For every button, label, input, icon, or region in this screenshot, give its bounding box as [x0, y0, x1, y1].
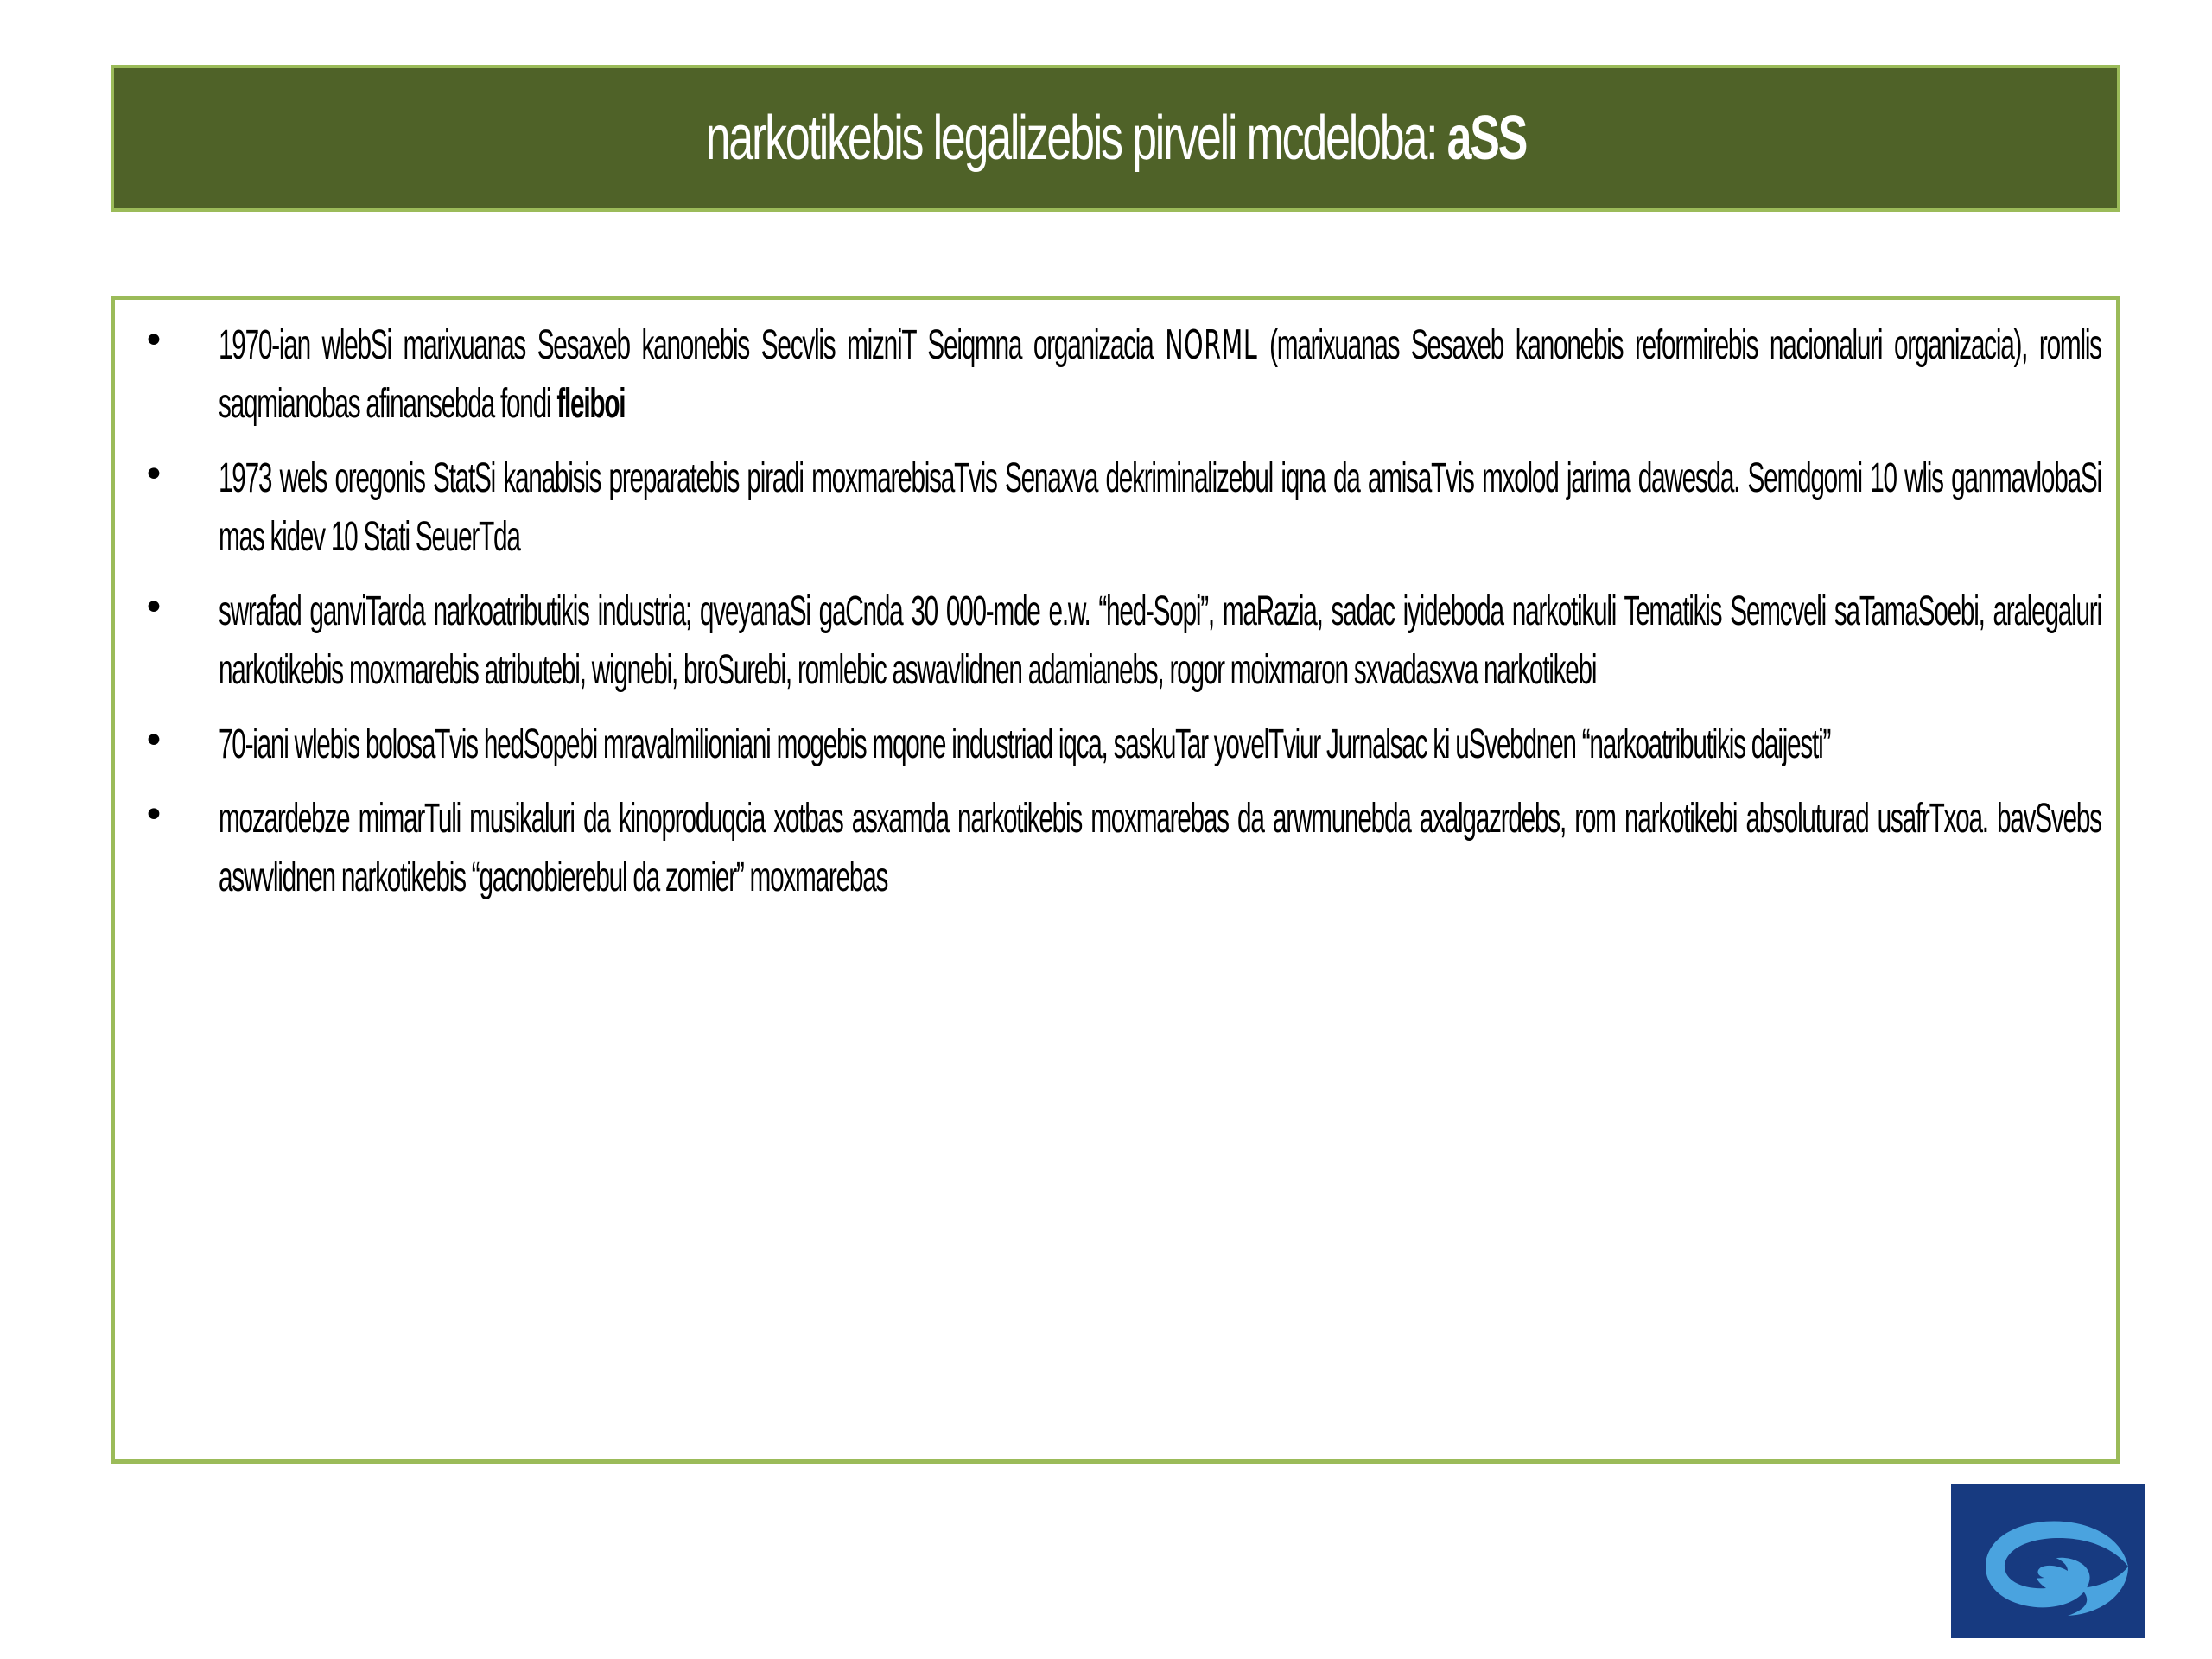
bullet-item-4	[115, 715, 2116, 774]
swirl-logo-icon	[1951, 1484, 2145, 1638]
bullet-item-5	[115, 790, 2116, 907]
slide-title-main: narkotikebis legalizebis pirveli mcdeloba:	[705, 104, 1436, 173]
bullet-item-1	[115, 315, 2116, 434]
bullet-text: mozardebze mimarTuli musikaluri da kinoproduqcia xotbas asxamda narkotikebis moxmarebas da arwmunebda axalgazrdebs, rom narkotikebi absoluturad usafrTxoa. bavSvebs aswvlidnen narkotikebis “gacnobierebul da zomier” moxmarebas	[219, 796, 2101, 900]
bullet-item-2	[115, 449, 2116, 567]
bullet-dot: •	[143, 793, 165, 837]
bullet-text: 70-iani wlebis bolosaTvis hedSopebi mravalmilioniani mogebis mqone industriad iqca, saskuTar yovelTviur Jurnalsac ki uSvebdnen “narkoatributikis daijesti”	[219, 721, 1831, 767]
bullet-dot: •	[143, 586, 165, 630]
bullet-1-bold: fleiboi	[556, 381, 626, 427]
bullet-dot: •	[143, 453, 165, 497]
bullet-list	[115, 315, 2116, 923]
bullet-text: 1973 wels oregonis StatSi kanabisis preparatebis piradi moxmarebisaTvis Senaxva dekriminalizebul iqna da amisaTvis mxolod jarima dawesda. Semdgomi 10 wlis ganmavlobaSi mas kidev 10 Stati SeuerTda	[219, 455, 2101, 560]
slide-title-bar	[111, 65, 2120, 212]
bullet-1-post: (marixuanas Sesaxeb kanonebis reformirebis nacionaluri organizacia), romlis saqmianobas afinansebda fondi	[219, 322, 2101, 427]
bullet-1-pre: 1970-ian wlebSi marixuanas Sesaxeb kanonebis Secvlis mizniT Seiqmna organizacia	[219, 322, 1154, 368]
bullet-dot: •	[143, 719, 165, 763]
bullet-text	[219, 315, 2101, 434]
bullet-item-3	[115, 582, 2116, 700]
bullet-1-norml: NORML	[1165, 321, 1258, 368]
content-box	[111, 296, 2120, 1464]
slide-title-bold: aSS	[1446, 104, 1526, 173]
bullet-dot: •	[143, 319, 165, 363]
bullet-text: swrafad ganviTarda narkoatributikis industria; qveyanaSi gaCnda 30 000-mde e.w. “hed-Sopi”, maRazia, sadac iyideboda narkotikuli Tematikis Semcveli saTamaSoebi, aralegaluri narkotikebis moxmarebis atributebi, wignebi, broSurebi, romlebic aswavlidnen adamianebs, rogor moixmaron sxvadasxva narkotikebi	[219, 588, 2101, 693]
slide-title	[705, 103, 1526, 174]
